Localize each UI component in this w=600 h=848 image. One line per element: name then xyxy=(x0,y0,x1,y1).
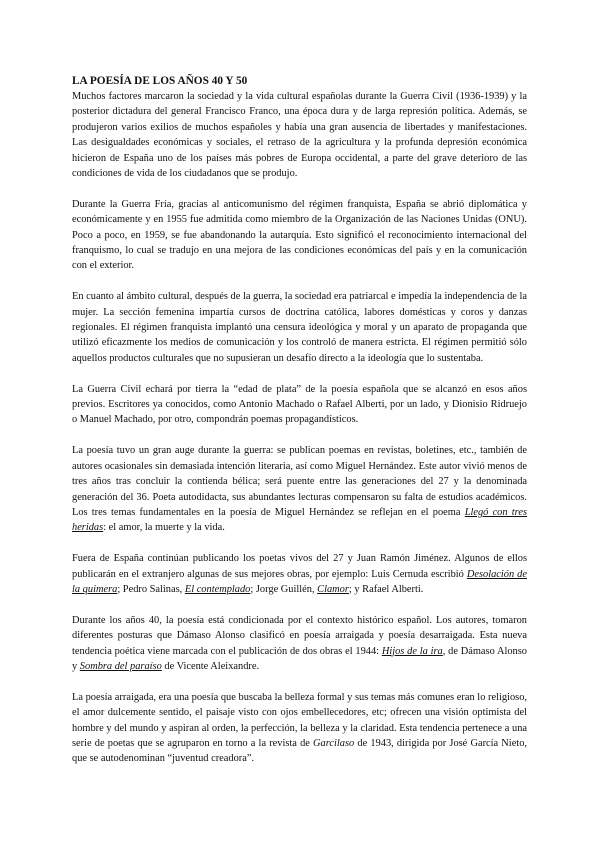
paragraph-8 xyxy=(72,690,527,767)
work-title-sombra-del-paraiso: Sombra del paraíso xyxy=(79,660,162,672)
poem-title-llego-con-tres-heridas: Llegó con tres heridas xyxy=(72,506,527,534)
document-page xyxy=(72,74,527,782)
document-title: LA POESÍA DE LOS AÑOS 40 Y 50 xyxy=(72,75,248,87)
work-title-hijos-de-la-ira: Hijos de la ira xyxy=(381,645,443,657)
paragraph-7 xyxy=(72,613,527,675)
magazine-title-garcilaso: Garcilaso xyxy=(313,737,355,749)
paragraph-4: La Guerra Civil echará por tierra la “edad de plata” de la poesía española que se alcanzó en esos años previos. Escritores ya conocidos, como Antonio Machado o Rafael Alberti, por un lado, y Dionisio Ridruejo o Manuel Machado, por otro, compondrán poemas propagandísticos. xyxy=(72,383,527,426)
paragraph-8-text-a: La poesía arraigada, era una poesía que buscaba la belleza formal y sus temas más comunes eran lo religioso, el amor dulcemente sentido, el paisaje visto con ojos embellecedores, etc; ofrecen una visión optimista del hombre y del mundo y aspiran al orden, la perfección, la belleza y la claridad. Esta tendencia pertenece a una serie de poetas que se agruparon en torno a la revista de xyxy=(72,691,527,749)
paragraph-6-text-d: ; y Rafael Alberti. xyxy=(348,583,424,595)
paragraph-7-text-a: Durante los años 40, la poesía está condicionada por el contexto histórico español. Los autores, tomaron diferentes posturas que Dámaso Alonso clasificó en poesía arraigada y poesía desarraigada. Esta nueva tendencia poética viene marcada con el publicación de dos obras el 1944: xyxy=(72,614,527,657)
work-title-el-contemplado: El contemplado xyxy=(184,583,251,595)
paragraph-6-text-a: Fuera de España continúan publicando los poetas vivos del 27 y Juan Ramón Jiménez. Algunos de ellos publicarán en el extranjero algunas de sus mejores obras, por ejemplo: Luis Cernuda escribió xyxy=(72,553,527,580)
paragraph-5-text-a: La poesía tuvo un gran auge durante la guerra: se publican poemas en revistas, boletines, etc., también de autores ocasionales sin demasiada intención literaria, así como Miguel Hernández. Este autor vivió menos de tres años tras concluir la contienda bélica; será puente entre las generaciones del 27 y la denominada generación del 36. Poeta autodidacta, sus abundantes lecturas compensaron su falta de estudios académicos. Los tres temas fundamentales en la poesía de Miguel Hernández se reflejan en el poema xyxy=(72,445,527,518)
paragraph-2: Durante la Guerra Fría, gracias al anticomunismo del régimen franquista, España se abrió diplomática y económicamente y en 1955 fue admitida como miembro de la Organización de las Naciones Unidas (ONU). Poco a poco, en 1959, se fue abandonando la autarquía. Esto significó el reconocimiento internacional del franquismo, lo cual se tradujo en una mejora de las condiciones económicas del país y en la comunicación con el exterior. xyxy=(72,198,527,272)
paragraph-5-text-b: : el amor, la muerte y la vida. xyxy=(103,522,225,534)
paragraph-1: Muchos factores marcaron la sociedad y la vida cultural españolas durante la Guerra Civil (1936-1939) y la posterior dictadura del general Francisco Franco, una época dura y de larga represión política. Además, se produjeron varios exilios de muchos españoles y había una gran ausencia de libertades y manifestaciones. Las desigualdades económicas y sociales, el retraso de la agricultura y la profunda depresión económica hicieron de España uno de los países más pobres de Europa occidental, a parte del grave deterioro de las condiciones de vida de los ciudadanos que se produjo. xyxy=(72,91,527,180)
paragraph-6-text-b: ; Pedro Salinas, xyxy=(117,583,185,595)
paragraph-6 xyxy=(72,551,527,597)
paragraph-8-text-b: de 1943, dirigida por José García Nieto, que se autodenominan “juventud creadora”. xyxy=(72,737,527,765)
paragraph-6-text-c: ; Jorge Guillén, xyxy=(250,583,318,595)
paragraph-5 xyxy=(72,443,527,535)
paragraph-7-text-c: de Vicente Aleixandre. xyxy=(161,660,260,672)
paragraph-7-text-b: , de Dámaso Alonso y xyxy=(72,645,527,672)
paragraph-3: En cuanto al ámbito cultural, después de la guerra, la sociedad era patriarcal e impedía la independencia de la mujer. La sección femenina impartía cursos de doctrina católica, labores domésticas y coros y danzas regionales. El régimen franquista implantó una censura ideológica y moral y un aparato de propaganda que utilizó eficazmente los medios de comunicación y los controló de manera estricta. El régimen permitió sólo aquellos productos culturales que no supusieran un desafío directo a la ideología que lo sustentaba. xyxy=(72,291,527,364)
work-title-desolacion: Desolación de la quimera xyxy=(72,568,527,595)
work-title-clamor: Clamor xyxy=(317,583,349,595)
